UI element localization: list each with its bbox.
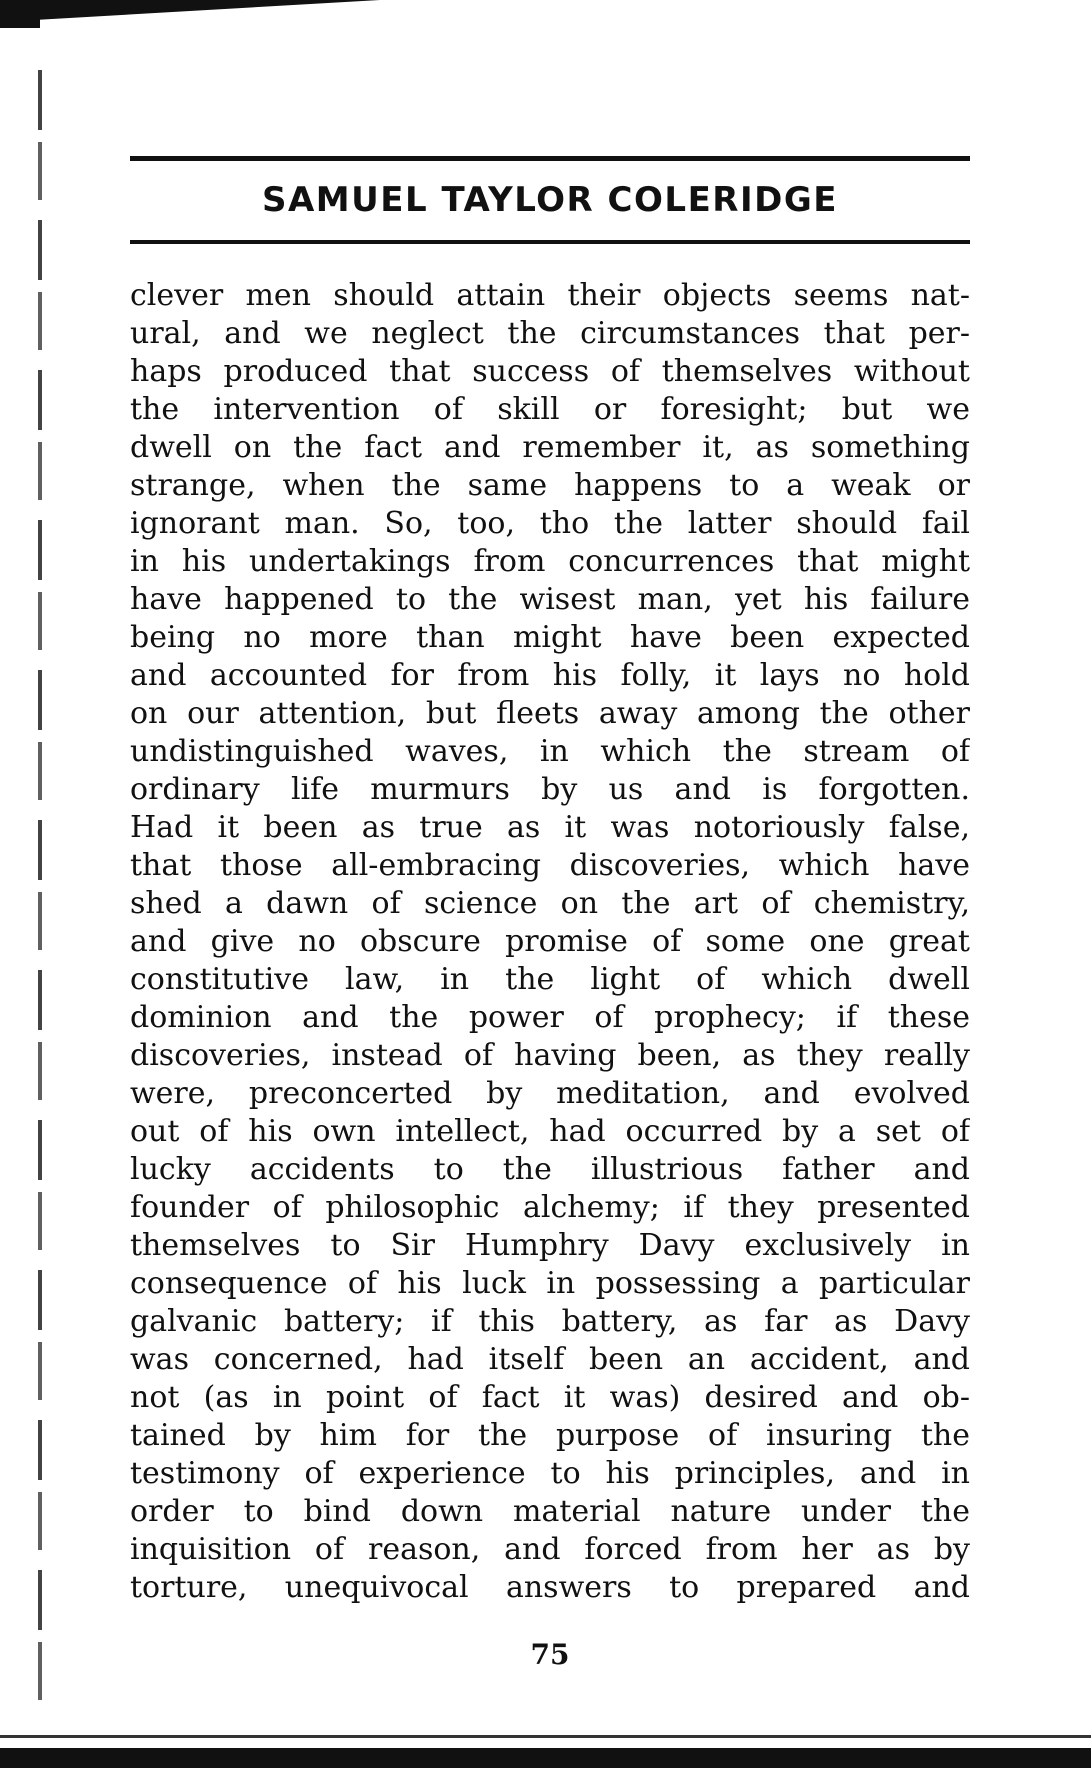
text-line: order to bind down material nature under the <box>130 1494 970 1529</box>
text-line: not (as in point of fact it was) desired and ob- <box>130 1380 970 1415</box>
text-line: on our attention, but fleets away among the other <box>130 696 970 731</box>
text-line: in his undertakings from concurrences that might <box>130 544 970 579</box>
header-rule-top <box>130 156 970 161</box>
text-line: inquisition of reason, and forced from her as by <box>130 1532 970 1567</box>
text-line: torture, unequivocal answers to prepared and <box>130 1570 970 1605</box>
text-line: out of his own intellect, had occurred by a set of <box>130 1114 970 1149</box>
text-line: that those all-embracing discoveries, which have <box>130 848 970 883</box>
text-line: consequence of his luck in possessing a particular <box>130 1266 970 1301</box>
scan-bottom-line <box>0 1735 1091 1738</box>
text-line: ignorant man. So, too, tho the latter should fail <box>130 506 970 541</box>
text-line: testimony of experience to his principles, and in <box>130 1456 970 1491</box>
text-line: clever men should attain their objects seems nat- <box>130 278 970 313</box>
text-line: strange, when the same happens to a weak or <box>130 468 970 503</box>
text-line: dwell on the fact and remember it, as something <box>130 430 970 465</box>
running-title: SAMUEL TAYLOR COLERIDGE <box>261 180 838 220</box>
text-line: ordinary life murmurs by us and is forgotten. <box>130 772 970 807</box>
text-line: galvanic battery; if this battery, as far as Davy <box>130 1304 970 1339</box>
text-line: founder of philosophic alchemy; if they presented <box>130 1190 970 1225</box>
text-line: tained by him for the purpose of insuring the <box>130 1418 970 1453</box>
text-line: the intervention of skill or foresight; but we <box>130 392 970 427</box>
text-line: was concerned, had itself been an accident, and <box>130 1342 970 1377</box>
text-line: discoveries, instead of having been, as they really <box>130 1038 970 1073</box>
body-text <box>130 277 970 1607</box>
header-rule-bottom <box>130 240 970 244</box>
text-line: constitutive law, in the light of which dwell <box>130 962 970 997</box>
text-line: and give no obscure promise of some one great <box>130 924 970 959</box>
text-line: shed a dawn of science on the art of chemistry, <box>130 886 970 921</box>
scan-corner-block <box>0 0 40 28</box>
text-line: lucky accidents to the illustrious father and <box>130 1152 970 1187</box>
page-number: 75 <box>530 1638 570 1671</box>
scan-corner-wedge <box>0 0 380 22</box>
text-line: haps produced that success of themselves without <box>130 354 970 389</box>
scan-bottom-bar <box>0 1748 1091 1768</box>
text-line: have happened to the wisest man, yet his failure <box>130 582 970 617</box>
text-line: ural, and we neglect the circumstances that per- <box>130 316 970 351</box>
text-line: and accounted for from his folly, it lays no hold <box>130 658 970 693</box>
scan-corner-mark <box>0 0 400 30</box>
page-left-edge <box>38 70 42 1710</box>
text-line: undistinguished waves, in which the stream of <box>130 734 970 769</box>
text-line: were, preconcerted by meditation, and evolved <box>130 1076 970 1111</box>
text-line: being no more than might have been expected <box>130 620 970 655</box>
text-line: themselves to Sir Humphry Davy exclusively in <box>130 1228 970 1263</box>
text-line: dominion and the power of prophecy; if these <box>130 1000 970 1035</box>
text-line: Had it been as true as it was notoriously false, <box>130 810 970 845</box>
